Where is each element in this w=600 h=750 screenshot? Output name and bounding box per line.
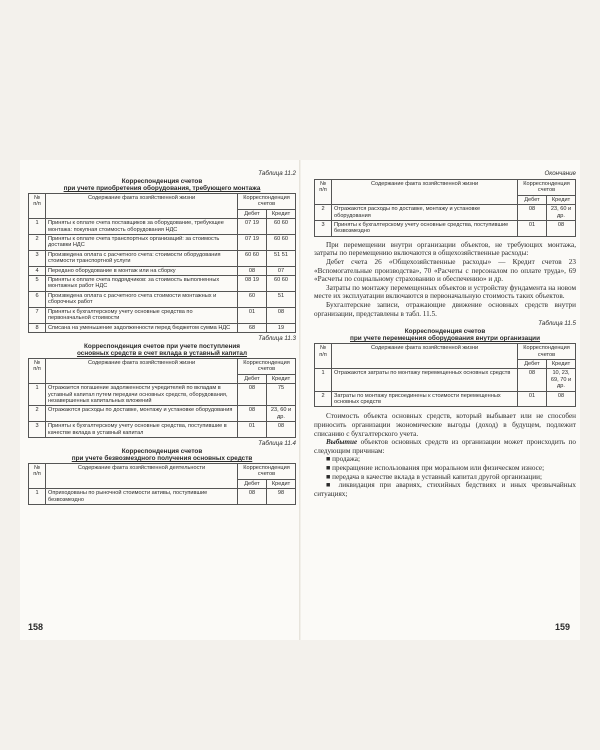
table-row (29, 266, 296, 275)
header-credit: Кредит (547, 360, 576, 369)
bullet-item: ■ ликвидация при авариях, стихийных бедствиях и иных чрезвычайных ситуациях; (314, 481, 576, 498)
table-11-5-title (314, 328, 576, 342)
table-11-4-title (28, 448, 296, 462)
row-content: Приняты к бухгалтерскому учету основные средства по первоначальной стоимости (46, 307, 238, 323)
row-credit: 51 (267, 291, 296, 307)
header-content: Содержание факта хозяйственной жизни (46, 194, 238, 219)
row-credit: 23, 60 и др. (547, 205, 576, 221)
header-content: Содержание факта хозяйственной жизни (332, 180, 518, 205)
row-debit: 60 60 (238, 250, 267, 266)
row-content: Приняты к оплате счета поставщиков за оборудование, требующее монтажа: покупная стоимость оборудования НДС (46, 219, 238, 235)
table-row (29, 323, 296, 332)
row-content: Произведена оплата с расчетного счета стоимости монтажных и сборочных работ (46, 291, 238, 307)
bullet-item: ■ прекращение использования при моральном или физическом износе; (326, 464, 545, 472)
title-line: Корреспонденция счетов (121, 178, 203, 185)
row-credit: 08 (547, 391, 576, 407)
table-row (315, 369, 576, 391)
title-line: Корреспонденция счетов (404, 328, 486, 336)
header-corr: Корреспонденция счетов (238, 358, 296, 374)
row-credit: 10, 23, 69, 70 и др. (547, 369, 576, 391)
paragraph: Стоимость объекта основных средств, который выбывает или не способен приносить организации экономические выгоды (доход) в будущем, подлежит списанию с бухгалтерского учета. (314, 412, 576, 438)
table-11-5 (314, 343, 576, 407)
row-debit: 68 (238, 323, 267, 332)
row-credit: 08 (267, 307, 296, 323)
header-content: Содержание факта хозяйственной деятельности (46, 463, 238, 488)
row-number: 2 (29, 235, 46, 251)
pages (20, 160, 580, 640)
row-debit: 01 (238, 307, 267, 323)
paragraph: Бухгалтерские записи, отражающие движение основных средств внутри организации, представлены в табл. 11.5. (314, 301, 576, 318)
table-row (29, 291, 296, 307)
header-num: № п/п (29, 194, 46, 219)
row-number: 1 (315, 369, 332, 391)
table-11-2-caption: Таблица 11.2 (258, 170, 296, 177)
table-row (315, 221, 576, 237)
header-debit: Дебет (518, 360, 547, 369)
row-debit: 08 (238, 406, 267, 422)
header-debit: Дебет (238, 374, 267, 383)
row-number: 1 (29, 219, 46, 235)
table-row (315, 205, 576, 221)
row-debit: 08 (238, 489, 267, 505)
table-11-3-title (28, 343, 296, 357)
row-content: Приняты к бухгалтерскому учету основные средства, поступившие безвозмездно (332, 221, 518, 237)
paragraph: Затраты по монтажу перемещенных объектов и устройству фундамента на новом месте их эксплуатации включаются в первоначальную стоимость таких объектов. (314, 283, 576, 301)
table-11-2 (28, 193, 296, 333)
page-number-left: 158 (28, 622, 44, 632)
table-continuation (314, 179, 576, 237)
paragraph-text: объектов основных средств из организации может происходить по следующим причинам: (314, 438, 576, 455)
header-corr: Корреспонденция счетов (238, 463, 296, 479)
row-credit: 60 60 (267, 276, 296, 292)
row-content: Произведена оплата с расчетного счета: стоимости оборудования стоимости транспортной услуги (46, 250, 238, 266)
row-content: Отражаются затраты по монтажу перемещенных основных средств (332, 369, 518, 391)
row-credit: 60 60 (267, 235, 296, 251)
table-row (29, 250, 296, 266)
header-credit: Кредит (267, 374, 296, 383)
bullet-item: ■ передача в качестве вклада в уставный капитал другой организации; (326, 472, 542, 481)
row-number: 8 (29, 323, 46, 332)
row-content: Затраты по монтажу присоединены к стоимости перемещенных основных средств (332, 391, 518, 407)
table-11-5-caption: Таблица 11.5 (538, 320, 576, 328)
row-debit: 01 (518, 221, 547, 237)
row-debit: 07 19 (238, 235, 267, 251)
header-content: Содержание факта хозяйственной жизни (46, 358, 238, 383)
row-content: Приняты к оплате счета транспортных организаций: за стоимость доставки НДС (46, 235, 238, 251)
row-credit: 51 51 (267, 250, 296, 266)
table-row (29, 219, 296, 235)
title-line: Корреспонденция счетов (121, 447, 203, 455)
table-row (29, 276, 296, 292)
table-11-3 (28, 358, 296, 438)
row-content: Приняты к бухгалтерскому учету основные средства, поступившие в качестве вклада в уставный капитал (46, 422, 238, 438)
row-debit: 01 (518, 391, 547, 407)
right-page (314, 168, 576, 498)
header-content: Содержание факта хозяйственной жизни (332, 344, 518, 369)
row-number: 4 (29, 266, 46, 275)
table-row (29, 384, 296, 406)
title-line: при учете перемещения оборудования внутри организации (350, 335, 540, 343)
table-11-4-caption: Таблица 11.4 (258, 439, 296, 447)
header-corr: Корреспонденция счетов (238, 194, 296, 210)
row-content: Оприходованы по рыночной стоимости активы, поступившие безвозмездно (46, 489, 238, 505)
row-number: 7 (29, 307, 46, 323)
table-row (29, 489, 296, 505)
row-debit: 60 (238, 291, 267, 307)
row-number: 5 (29, 276, 46, 292)
row-number: 3 (315, 221, 332, 237)
bullet-item: ■ продажа; (326, 455, 360, 464)
row-content: Приняты к оплате счета подрядчиков: за стоимость выполненных монтажных работ НДС (46, 276, 238, 292)
row-number: 2 (29, 406, 46, 422)
paragraph (314, 438, 576, 455)
body-text-1 (314, 241, 576, 318)
row-credit: 75 (267, 384, 296, 406)
row-credit: 98 (267, 489, 296, 505)
header-num: № п/п (315, 180, 332, 205)
table-row (315, 391, 576, 407)
table-row (29, 235, 296, 251)
row-number: 3 (29, 422, 46, 438)
row-number: 2 (315, 391, 332, 407)
header-corr: Корреспонденция счетов (518, 180, 576, 196)
row-content: Отражаются расходы по доставке, монтажу и установке оборудования (332, 205, 518, 221)
emphasis: Выбытие (326, 438, 358, 447)
continuation-caption: Окончание (544, 170, 576, 177)
table-row (29, 422, 296, 438)
header-credit: Кредит (547, 195, 576, 204)
row-number: 1 (29, 489, 46, 505)
title-line: основных средств в счет вклада в уставный капитал (76, 349, 248, 357)
header-num: № п/п (315, 344, 332, 369)
header-debit: Дебет (238, 209, 267, 218)
row-number: 3 (29, 250, 46, 266)
paragraph: Дебет счета 26 «Общехозяйственные расходы» — Кредит счетов 23 «Вспомогательные производства», 70 «Расчеты с персоналом по оплате труда», 69 «Расчеты по социальному страхованию и обеспечению» и др. (314, 258, 576, 284)
row-credit: 60 60 (267, 219, 296, 235)
row-debit: 08 (518, 205, 547, 221)
table-row (29, 406, 296, 422)
header-num: № п/п (29, 463, 46, 488)
header-num: № п/п (29, 358, 46, 383)
row-debit: 08 (518, 369, 547, 391)
row-content: Отражается погашение задолженности учредителей по вкладам в уставный капитал путем передачи основных средств, оборудования, незавершенных капитальных вложений (46, 384, 238, 406)
header-credit: Кредит (267, 209, 296, 218)
title-line: при учете приобретения оборудования, требующего монтажа (63, 185, 261, 192)
row-debit: 08 (238, 384, 267, 406)
row-debit: 01 (238, 422, 267, 438)
header-corr: Корреспонденция счетов (518, 344, 576, 360)
title-line: при учете безвозмездного получения основных средств (71, 454, 253, 462)
left-page (28, 168, 296, 505)
row-credit: 23, 60 и др. (267, 406, 296, 422)
title-line: Корреспонденция счетов при учете поступления (84, 342, 240, 350)
page-number-right: 159 (554, 622, 570, 632)
paragraph: При перемещении внутри организации объектов, не требующих монтажа, затраты по перемещению включаются в общехозяйственные расходы: (314, 240, 576, 258)
row-number: 1 (29, 384, 46, 406)
row-content: Списана на уменьшение задолженности перед бюджетом сумма НДС (46, 323, 238, 332)
row-debit: 08 19 (238, 276, 267, 292)
row-debit: 08 (238, 266, 267, 275)
header-credit: Кредит (267, 479, 296, 488)
header-debit: Дебет (518, 195, 547, 204)
table-11-2-title (28, 178, 296, 192)
row-debit: 07 19 (238, 219, 267, 235)
header-debit: Дебет (238, 479, 267, 488)
row-credit: 07 (267, 266, 296, 275)
row-content: Отражаются расходы по доставке, монтажу и установке оборудования (46, 406, 238, 422)
table-row (29, 307, 296, 323)
row-credit: 08 (547, 221, 576, 237)
table-11-4 (28, 463, 296, 505)
row-number: 6 (29, 291, 46, 307)
row-credit: 19 (267, 323, 296, 332)
table-11-3-caption: Таблица 11.3 (258, 334, 296, 342)
row-credit: 08 (267, 422, 296, 438)
row-number: 2 (315, 205, 332, 221)
row-content: Передано оборудование в монтаж или на сборку (46, 266, 238, 275)
body-text-2 (314, 412, 576, 498)
